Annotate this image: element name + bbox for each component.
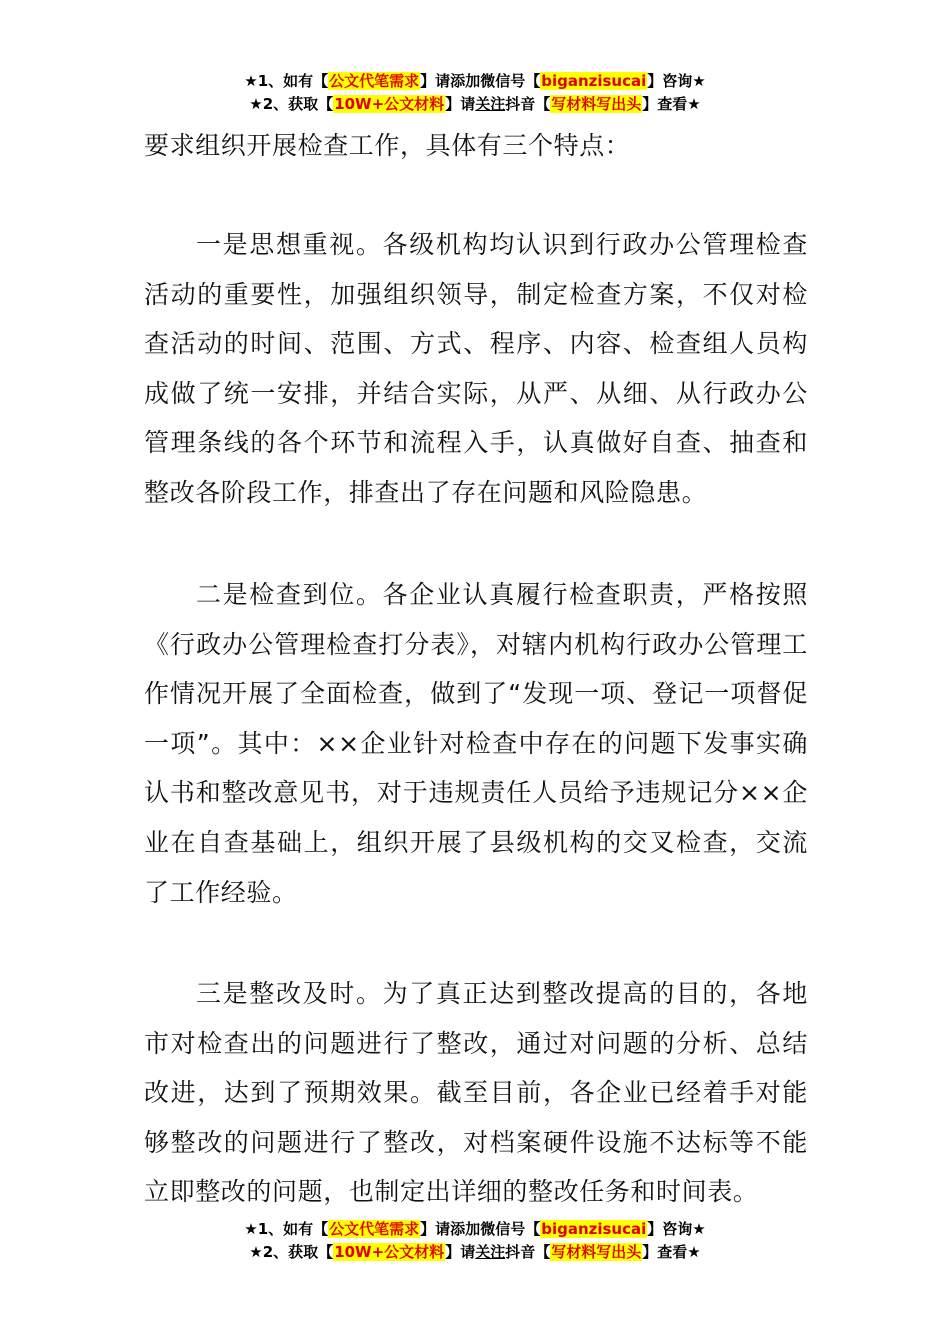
promo-underlined: 关注 (475, 95, 506, 113)
promo-line-2 (0, 1241, 950, 1264)
promo-highlight: 10W+公文材料 (334, 95, 445, 113)
promo-text: ★1、如有【 (244, 72, 329, 90)
promo-text: ★2、获取【 (249, 1243, 334, 1261)
promo-line-1 (0, 70, 950, 93)
promo-text: 加 (465, 1220, 481, 1238)
promo-text: 加 (465, 72, 481, 90)
promo-highlight: 公文代笔需求 (329, 72, 420, 90)
promo-text: ★1、如有【 (244, 1220, 329, 1238)
promo-text: 】咨询★ (647, 72, 706, 90)
promo-banner-bottom (0, 1218, 950, 1264)
promo-text: 】查看★ (642, 95, 701, 113)
promo-banner-top (0, 70, 950, 116)
promo-text: 】请添 (420, 72, 466, 90)
paragraph-point-1: 一是思想重视。各级机构均认识到行政办公管理检查活动的重要性，加强组织领导，制定检查方案，不仅对检查活动的时间、范围、方式、程序、内容、检查组人员构成做了统一安排，并结合实际，从严、从细、从行政办公管理条线的各个环节和流程入手，认真做好自查、抽查和整改各阶段工作，排查出了存在问题和风险隐患。 (144, 230, 808, 507)
promo-wechat-id: biganzisucai (541, 72, 647, 90)
promo-highlight: 公文代笔需求 (329, 1220, 420, 1238)
paragraph-point-2: 二是检查到位。各企业认真履行检查职责，严格按照《行政办公管理检查打分表》，对辖内机构行政办公管理工作情况开展了全面检查，做到了“发现一项、登记一项督促一项”。其中：××企业针对检查中存在的问题下发事实确认书和整改意见书，对于违规责任人员给予违规记分××企业在自查基础上，组织开展了县级机构的交叉检查，交流了工作经验。 (144, 580, 808, 907)
paragraph-point-3: 三是整改及时。为了真正达到整改提高的目的，各地市对检查出的问题进行了整改，通过对问题的分析、总结改进，达到了预期效果。截至目前，各企业已经着手对能够整改的问题进行了整改，对档案硬件设施不达标等不能立即整改的问题，也制定出详细的整改任务和时间表。 (144, 979, 808, 1207)
promo-text: 】请 (445, 95, 476, 113)
promo-douyin-name: 写材料写出头 (551, 95, 642, 113)
promo-text: 】查看★ (642, 1243, 701, 1261)
promo-text: 】咨询★ (647, 1220, 706, 1238)
promo-text: 】请 (445, 1243, 476, 1261)
promo-text: ★2、获取【 (249, 95, 334, 113)
promo-line-2 (0, 93, 950, 116)
promo-highlight: 10W+公文材料 (334, 1243, 445, 1261)
promo-line-1 (0, 1218, 950, 1241)
promo-text: 】请添 (420, 1220, 466, 1238)
promo-text: 抖音【 (505, 95, 551, 113)
promo-wechat-id: biganzisucai (541, 1220, 647, 1238)
promo-text: 微信号【 (480, 1220, 541, 1238)
promo-douyin-name: 写材料写出头 (551, 1243, 642, 1261)
promo-text: 微信号【 (480, 72, 541, 90)
promo-text: 抖音【 (505, 1243, 551, 1261)
paragraph-intro: 要求组织开展检查工作，具体有三个特点： (144, 131, 631, 160)
promo-underlined: 关注 (475, 1243, 506, 1261)
